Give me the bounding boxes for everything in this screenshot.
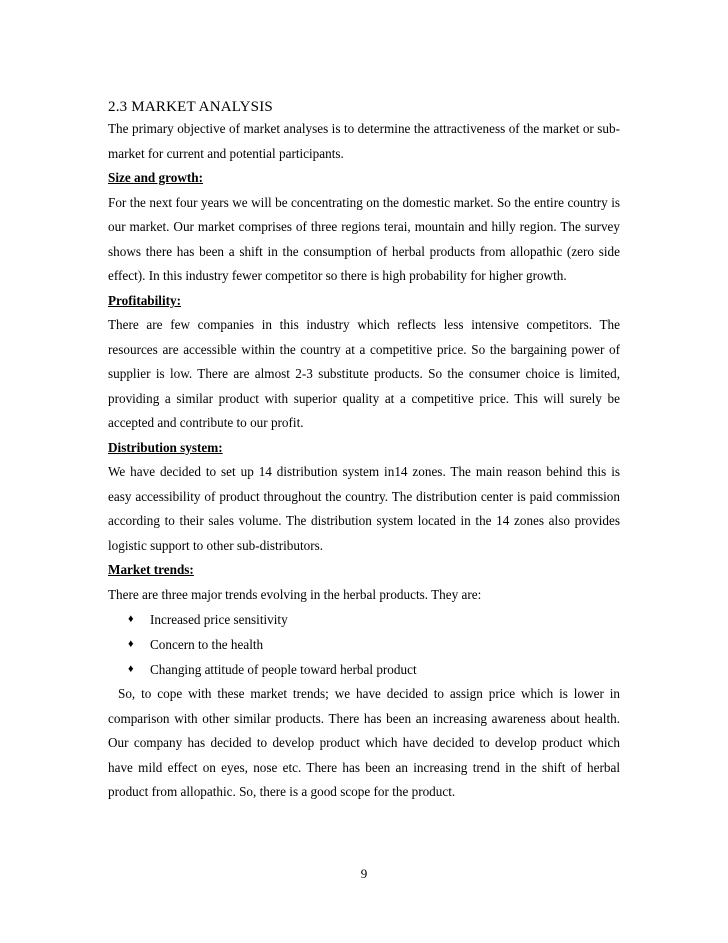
diamond-bullet-icon: ♦: [128, 613, 134, 625]
section-intro: The primary objective of market analyses is to determine the attractiveness of the market or sub- market for current and potential participants.: [108, 121, 620, 161]
page-number: 9: [360, 866, 368, 881]
list-item-text: Increased price sensitivity: [150, 612, 288, 627]
list-item: [128, 657, 620, 682]
section-title: 2.3 MARKET ANALYSIS: [108, 99, 273, 115]
document-page: [108, 96, 620, 805]
heading-size-growth: Size and growth:: [108, 170, 204, 185]
list-item: [128, 607, 620, 632]
paragraph-profitability: There are few companies in this industry which reflects less intensive competitors. The resources are accessible within the country at a competitive price. So the bargaining power of supplier is low. There are almost 2-3 substitute products. So the consumer choice is limited, providing a similar product with superior quality at a competitive price. This will surely be accepted and contribute to our profit.: [108, 317, 620, 430]
list-item: [128, 632, 620, 657]
paragraph-size-growth: For the next four years we will be concentrating on the domestic market. So the entire country is our market. Our market comprises of three regions terai, mountain and hilly region. The survey shows there has been a shift in the consumption of herbal products from allopathic (zero side effect). In this industry fewer competitor so there is high probability for higher growth.: [108, 194, 620, 283]
list-item-text: Concern to the health: [150, 637, 264, 652]
market-trends-list: [108, 607, 620, 682]
paragraph-market-trends-conclusion: So, to cope with these market trends; we have decided to assign price which is lower in comparison with other similar products. There has been an increasing awareness about health. Our company has decided to develop product which have decided to develop product which have mild effect on eyes, nose etc. There has been an increasing trend in the shift of herbal product from allopathic. So, there is a good scope for the product.: [108, 686, 620, 799]
heading-market-trends: Market trends:: [108, 562, 194, 577]
heading-profitability: Profitability:: [108, 292, 182, 308]
heading-distribution-system: Distribution system:: [108, 439, 223, 455]
diamond-bullet-icon: ♦: [128, 663, 134, 675]
paragraph-distribution-system: We have decided to set up 14 distribution system in14 zones. The main reason behind this is easy accessibility of product throughout the country. The distribution center is paid commission according to their sales volume. The distribution system located in the 14 zones also provides logistic support to other sub-distributors.: [108, 464, 620, 553]
list-item-text: Changing attitude of people toward herbal product: [150, 662, 417, 677]
diamond-bullet-icon: ♦: [128, 638, 134, 650]
paragraph-market-trends-intro: There are three major trends evolving in the herbal products. They are:: [108, 586, 482, 602]
